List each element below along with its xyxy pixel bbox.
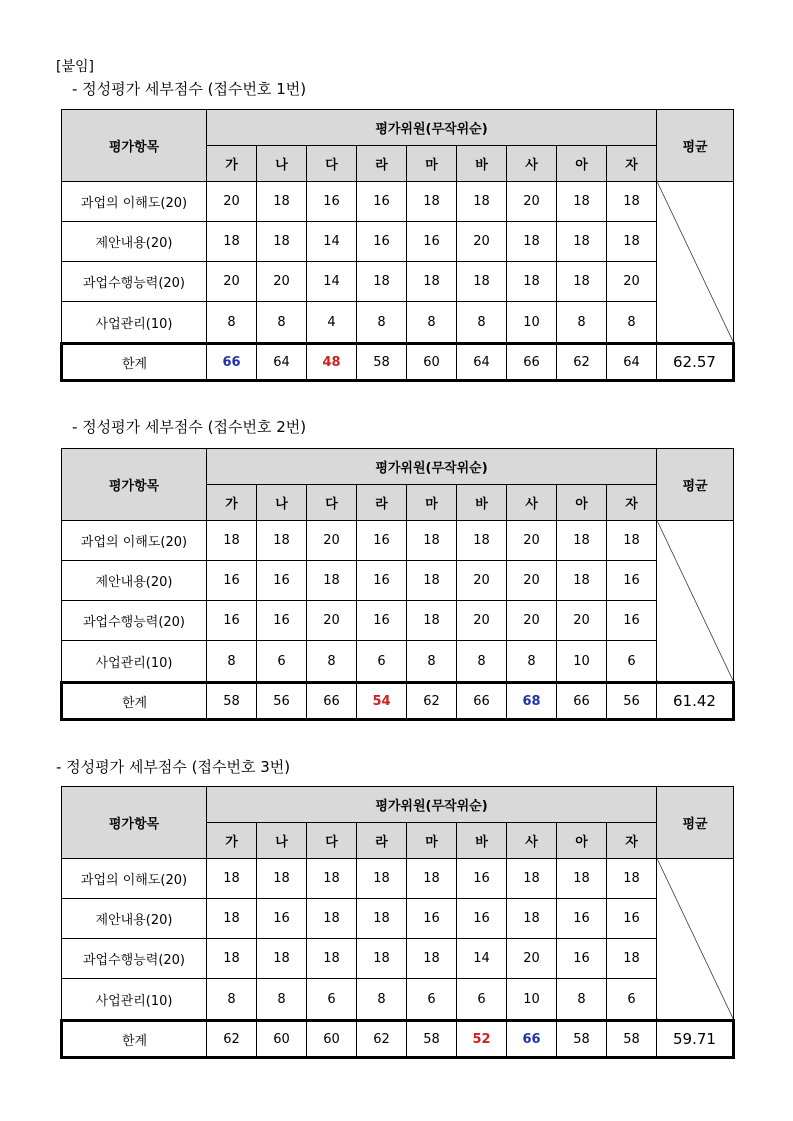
- score-cell: 18: [407, 182, 457, 222]
- score-cell: 8: [257, 302, 307, 344]
- score-cell: 20: [507, 182, 557, 222]
- item-label: 사업관리(10): [62, 302, 207, 344]
- score-cell: 8: [207, 979, 257, 1021]
- total-cell: 62: [357, 1021, 407, 1058]
- score-cell: 14: [457, 939, 507, 979]
- score-cell: 18: [607, 222, 657, 262]
- total-cell: 48: [307, 344, 357, 381]
- total-cell: 60: [257, 1021, 307, 1058]
- score-cell: 16: [457, 899, 507, 939]
- total-cell: 66: [207, 344, 257, 381]
- total-label: 한계: [62, 683, 207, 720]
- score-cell: 16: [257, 601, 307, 641]
- member-header: 아: [557, 485, 607, 521]
- table-row: [62, 182, 734, 222]
- score-cell: 18: [207, 222, 257, 262]
- item-label: 과업수행능력(20): [62, 262, 207, 302]
- score-cell: 18: [357, 262, 407, 302]
- item-label: 사업관리(10): [62, 641, 207, 683]
- score-cell: 18: [207, 859, 257, 899]
- score-cell: 8: [607, 302, 657, 344]
- item-label: 과업의 이해도(20): [62, 521, 207, 561]
- score-cell: 18: [257, 859, 307, 899]
- table-row: [62, 521, 734, 561]
- score-cell: 18: [457, 521, 507, 561]
- total-row: [62, 1021, 734, 1058]
- attachment-label: [붙임]: [56, 59, 94, 75]
- score-cell: 20: [307, 601, 357, 641]
- member-header: 자: [607, 823, 657, 859]
- committee-header: 평가위원(무작위순): [207, 449, 657, 485]
- member-header: 마: [407, 823, 457, 859]
- score-cell: 10: [557, 641, 607, 683]
- score-cell: 18: [257, 182, 307, 222]
- total-cell: 66: [457, 683, 507, 720]
- member-header: 가: [207, 485, 257, 521]
- score-cell: 18: [307, 939, 357, 979]
- score-cell: 18: [507, 859, 557, 899]
- section-title: - 정성평가 세부점수 (접수번호 1번): [72, 80, 307, 98]
- item-label: 사업관리(10): [62, 979, 207, 1021]
- member-header: 바: [457, 146, 507, 182]
- score-cell: 10: [507, 302, 557, 344]
- member-header: 바: [457, 823, 507, 859]
- score-cell: 6: [307, 979, 357, 1021]
- score-cell: 16: [207, 601, 257, 641]
- score-cell: 10: [507, 979, 557, 1021]
- score-cell: 18: [607, 182, 657, 222]
- score-cell: 18: [457, 182, 507, 222]
- average-diagonal-cell: [657, 859, 734, 1021]
- score-cell: 18: [557, 561, 607, 601]
- score-cell: 18: [257, 222, 307, 262]
- total-cell: 58: [207, 683, 257, 720]
- total-cell: 68: [507, 683, 557, 720]
- total-cell: 66: [557, 683, 607, 720]
- score-cell: 18: [557, 262, 607, 302]
- score-cell: 20: [507, 939, 557, 979]
- score-cell: 8: [357, 302, 407, 344]
- member-header: 아: [557, 823, 607, 859]
- section-title: - 정성평가 세부점수 (접수번호 3번): [56, 758, 291, 776]
- total-label: 한계: [62, 344, 207, 381]
- score-cell: 18: [407, 859, 457, 899]
- score-cell: 18: [607, 939, 657, 979]
- score-cell: 14: [307, 262, 357, 302]
- score-cell: 18: [507, 262, 557, 302]
- table-row: [62, 302, 734, 344]
- score-cell: 6: [457, 979, 507, 1021]
- score-cell: 20: [507, 561, 557, 601]
- score-cell: 16: [257, 561, 307, 601]
- member-header: 자: [607, 485, 657, 521]
- member-header: 라: [357, 146, 407, 182]
- score-cell: 18: [507, 899, 557, 939]
- score-cell: 16: [607, 561, 657, 601]
- score-cell: 18: [207, 521, 257, 561]
- score-cell: 18: [407, 262, 457, 302]
- score-cell: 16: [407, 899, 457, 939]
- total-cell: 66: [507, 1021, 557, 1058]
- member-header: 가: [207, 823, 257, 859]
- item-label: 과업의 이해도(20): [62, 859, 207, 899]
- member-header: 바: [457, 485, 507, 521]
- average-header: 평균: [657, 787, 734, 859]
- total-cell: 58: [407, 1021, 457, 1058]
- score-cell: 16: [557, 939, 607, 979]
- score-cell: 18: [207, 939, 257, 979]
- average-diagonal-cell: [657, 521, 734, 683]
- score-cell: 8: [307, 641, 357, 683]
- average-header: 평균: [657, 110, 734, 182]
- total-cell: 62: [557, 344, 607, 381]
- member-header: 사: [507, 823, 557, 859]
- table-row: [62, 561, 734, 601]
- score-table: [60, 448, 735, 721]
- score-cell: 18: [407, 939, 457, 979]
- score-cell: 18: [607, 859, 657, 899]
- score-cell: 18: [557, 859, 607, 899]
- item-label: 제안내용(20): [62, 561, 207, 601]
- score-cell: 18: [607, 521, 657, 561]
- score-cell: 8: [407, 641, 457, 683]
- score-cell: 8: [507, 641, 557, 683]
- score-cell: 8: [357, 979, 407, 1021]
- total-cell: 66: [507, 344, 557, 381]
- score-cell: 18: [207, 899, 257, 939]
- average-header: 평균: [657, 449, 734, 521]
- score-cell: 20: [507, 521, 557, 561]
- score-cell: 8: [557, 979, 607, 1021]
- average-value: 61.42: [657, 683, 734, 720]
- score-cell: 18: [407, 521, 457, 561]
- score-cell: 6: [357, 641, 407, 683]
- score-cell: 8: [257, 979, 307, 1021]
- member-header: 사: [507, 485, 557, 521]
- table-row: [62, 641, 734, 683]
- member-header: 나: [257, 485, 307, 521]
- score-cell: 6: [607, 641, 657, 683]
- member-header: 라: [357, 823, 407, 859]
- score-cell: 20: [457, 601, 507, 641]
- score-cell: 6: [257, 641, 307, 683]
- total-cell: 58: [357, 344, 407, 381]
- table-row: [62, 939, 734, 979]
- member-header: 사: [507, 146, 557, 182]
- total-row: [62, 683, 734, 720]
- score-cell: 20: [207, 182, 257, 222]
- total-cell: 64: [457, 344, 507, 381]
- committee-header: 평가위원(무작위순): [207, 110, 657, 146]
- score-cell: 18: [307, 859, 357, 899]
- score-cell: 8: [557, 302, 607, 344]
- score-cell: 8: [457, 641, 507, 683]
- member-header: 아: [557, 146, 607, 182]
- member-header: 나: [257, 146, 307, 182]
- total-cell: 56: [257, 683, 307, 720]
- total-cell: 58: [557, 1021, 607, 1058]
- score-cell: 18: [357, 899, 407, 939]
- total-cell: 62: [207, 1021, 257, 1058]
- table-row: [62, 262, 734, 302]
- average-diagonal-cell: [657, 182, 734, 344]
- score-cell: 4: [307, 302, 357, 344]
- member-header: 마: [407, 146, 457, 182]
- total-cell: 64: [257, 344, 307, 381]
- score-cell: 16: [257, 899, 307, 939]
- member-header: 자: [607, 146, 657, 182]
- score-cell: 20: [307, 521, 357, 561]
- table-row: [62, 859, 734, 899]
- score-cell: 20: [607, 262, 657, 302]
- score-cell: 6: [407, 979, 457, 1021]
- score-cell: 16: [607, 899, 657, 939]
- average-value: 59.71: [657, 1021, 734, 1058]
- score-cell: 14: [307, 222, 357, 262]
- total-cell: 62: [407, 683, 457, 720]
- score-cell: 20: [457, 222, 507, 262]
- score-cell: 18: [557, 222, 607, 262]
- score-cell: 20: [507, 601, 557, 641]
- total-row: [62, 344, 734, 381]
- member-header: 나: [257, 823, 307, 859]
- score-cell: 16: [357, 182, 407, 222]
- score-cell: 18: [307, 899, 357, 939]
- table-row: [62, 979, 734, 1021]
- score-cell: 16: [307, 182, 357, 222]
- score-cell: 16: [557, 899, 607, 939]
- score-cell: 20: [457, 561, 507, 601]
- score-cell: 20: [557, 601, 607, 641]
- average-value: 62.57: [657, 344, 734, 381]
- item-label: 제안내용(20): [62, 899, 207, 939]
- item-header: 평가항목: [62, 787, 207, 859]
- score-cell: 18: [507, 222, 557, 262]
- score-cell: 16: [357, 561, 407, 601]
- score-cell: 16: [607, 601, 657, 641]
- section-title: - 정성평가 세부점수 (접수번호 2번): [72, 418, 307, 436]
- total-cell: 66: [307, 683, 357, 720]
- score-cell: 18: [357, 939, 407, 979]
- score-cell: 16: [357, 521, 407, 561]
- member-header: 마: [407, 485, 457, 521]
- member-header: 라: [357, 485, 407, 521]
- score-table: [60, 109, 735, 382]
- score-cell: 18: [407, 561, 457, 601]
- total-cell: 60: [407, 344, 457, 381]
- score-cell: 18: [307, 561, 357, 601]
- score-cell: 18: [257, 521, 307, 561]
- total-cell: 56: [607, 683, 657, 720]
- score-cell: 18: [557, 182, 607, 222]
- member-header: 가: [207, 146, 257, 182]
- score-cell: 16: [357, 601, 407, 641]
- item-label: 과업수행능력(20): [62, 939, 207, 979]
- score-cell: 8: [457, 302, 507, 344]
- committee-header: 평가위원(무작위순): [207, 787, 657, 823]
- score-cell: 16: [357, 222, 407, 262]
- total-cell: 52: [457, 1021, 507, 1058]
- total-label: 한계: [62, 1021, 207, 1058]
- score-cell: 18: [457, 262, 507, 302]
- score-cell: 16: [407, 222, 457, 262]
- table-row: [62, 899, 734, 939]
- total-cell: 58: [607, 1021, 657, 1058]
- score-cell: 16: [457, 859, 507, 899]
- total-cell: 60: [307, 1021, 357, 1058]
- score-cell: 18: [257, 939, 307, 979]
- member-header: 다: [307, 823, 357, 859]
- table-row: [62, 222, 734, 262]
- table-row: [62, 601, 734, 641]
- score-table: [60, 786, 735, 1059]
- score-cell: 6: [607, 979, 657, 1021]
- score-cell: 8: [207, 302, 257, 344]
- item-label: 과업수행능력(20): [62, 601, 207, 641]
- member-header: 다: [307, 146, 357, 182]
- item-label: 제안내용(20): [62, 222, 207, 262]
- score-cell: 20: [257, 262, 307, 302]
- total-cell: 54: [357, 683, 407, 720]
- item-header: 평가항목: [62, 449, 207, 521]
- score-cell: 8: [207, 641, 257, 683]
- score-cell: 18: [557, 521, 607, 561]
- score-cell: 8: [407, 302, 457, 344]
- score-cell: 20: [207, 262, 257, 302]
- item-header: 평가항목: [62, 110, 207, 182]
- score-cell: 18: [407, 601, 457, 641]
- total-cell: 64: [607, 344, 657, 381]
- score-cell: 16: [207, 561, 257, 601]
- score-cell: 18: [357, 859, 407, 899]
- member-header: 다: [307, 485, 357, 521]
- item-label: 과업의 이해도(20): [62, 182, 207, 222]
